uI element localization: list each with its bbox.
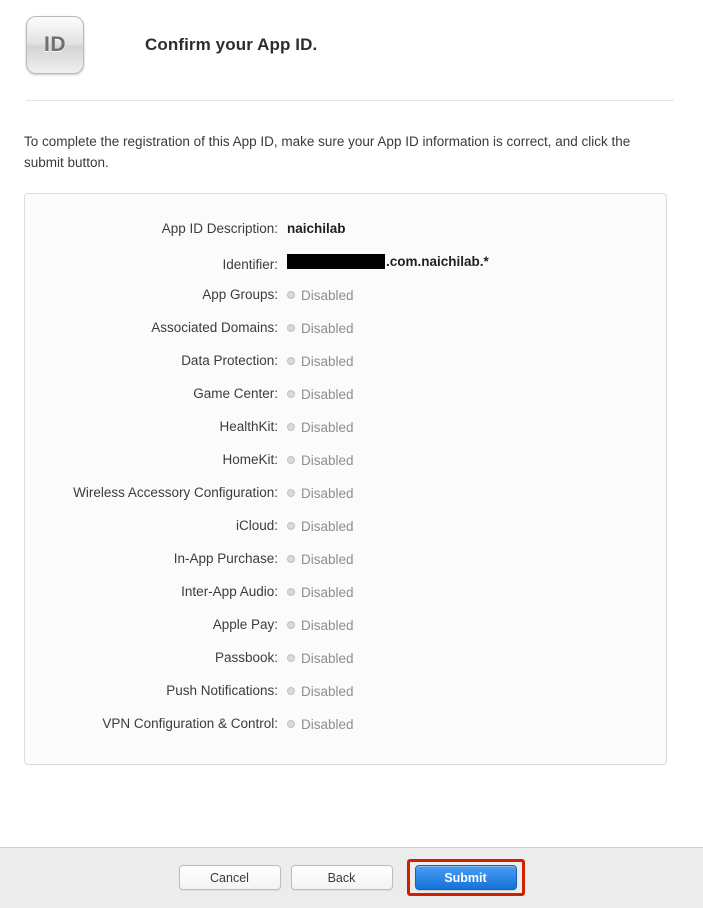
summary-row-label: Game Center: — [193, 386, 278, 401]
status-dot-icon — [287, 324, 295, 332]
submit-button[interactable]: Submit — [415, 865, 517, 890]
status-label: Disabled — [301, 485, 354, 501]
summary-row-value — [287, 453, 354, 468]
status-dot-icon — [287, 357, 295, 365]
summary-row — [25, 386, 666, 419]
status-dot-icon — [287, 720, 295, 728]
status-label: Disabled — [301, 353, 354, 369]
status-label: Disabled — [301, 518, 354, 534]
summary-row — [25, 716, 666, 749]
summary-row — [25, 221, 666, 254]
summary-row-label: App Groups: — [202, 287, 278, 302]
status-dot-icon — [287, 687, 295, 695]
intro-text: To complete the registration of this App ID, make sure your App ID information is correct, and click the submit button. — [24, 134, 631, 170]
status-label: Disabled — [301, 683, 354, 699]
summary-row-value — [287, 321, 354, 336]
footer-bar — [0, 847, 703, 908]
summary-row — [25, 551, 666, 584]
summary-row-label: HomeKit: — [222, 452, 278, 467]
summary-row-value — [287, 486, 354, 501]
summary-row-value — [287, 288, 354, 303]
summary-row-label: Inter-App Audio: — [181, 584, 278, 599]
redacted-prefix — [287, 254, 385, 269]
summary-row — [25, 617, 666, 650]
summary-row — [25, 320, 666, 353]
status-label: Disabled — [301, 551, 354, 567]
summary-row-value — [287, 651, 354, 666]
status-dot-icon — [287, 489, 295, 497]
status-dot-icon — [287, 423, 295, 431]
summary-row-value — [287, 354, 354, 369]
summary-row-value — [287, 618, 354, 633]
summary-row-value — [287, 552, 354, 567]
app-id-summary-panel — [24, 193, 667, 765]
summary-row-label: In-App Purchase: — [173, 551, 278, 566]
summary-row — [25, 287, 666, 320]
summary-row — [25, 254, 666, 287]
identifier-suffix: .com.naichilab.* — [386, 254, 489, 269]
status-dot-icon — [287, 390, 295, 398]
summary-row-label: iCloud: — [235, 518, 278, 533]
summary-row-label: Associated Domains: — [151, 320, 278, 335]
status-label: Disabled — [301, 452, 354, 468]
status-label: Disabled — [301, 584, 354, 600]
cancel-button[interactable]: Cancel — [179, 865, 281, 890]
app-id-icon: ID — [26, 16, 84, 74]
summary-row — [25, 518, 666, 551]
summary-row — [25, 650, 666, 683]
status-dot-icon — [287, 588, 295, 596]
status-dot-icon — [287, 555, 295, 563]
page-title: Confirm your App ID. — [145, 35, 318, 54]
summary-row-value — [287, 684, 354, 699]
header-divider — [26, 100, 674, 101]
status-label: Disabled — [301, 617, 354, 633]
summary-row-value — [287, 717, 354, 732]
status-dot-icon — [287, 522, 295, 530]
summary-rows — [25, 194, 666, 749]
summary-row-label: HealthKit: — [219, 419, 278, 434]
footer-buttons — [0, 859, 703, 896]
status-label: Disabled — [301, 419, 354, 435]
summary-row-label: Apple Pay: — [212, 617, 278, 632]
summary-row-value — [287, 254, 489, 269]
summary-row-value — [287, 519, 354, 534]
page-header — [0, 0, 703, 72]
summary-row-label: App ID Description: — [161, 221, 278, 236]
status-dot-icon — [287, 654, 295, 662]
summary-row — [25, 584, 666, 617]
summary-row — [25, 452, 666, 485]
summary-row-label: Identifier: — [222, 257, 278, 272]
back-button[interactable]: Back — [291, 865, 393, 890]
submit-button-highlight — [407, 859, 525, 896]
status-label: Disabled — [301, 320, 354, 336]
status-dot-icon — [287, 621, 295, 629]
status-dot-icon — [287, 456, 295, 464]
summary-row — [25, 683, 666, 716]
status-label: Disabled — [301, 287, 354, 303]
summary-row-label: Wireless Accessory Configuration: — [73, 485, 278, 500]
summary-row — [25, 485, 666, 518]
summary-row — [25, 353, 666, 386]
summary-row — [25, 419, 666, 452]
summary-row-value — [287, 387, 354, 402]
summary-row-value — [287, 585, 354, 600]
status-dot-icon — [287, 291, 295, 299]
status-label: Disabled — [301, 716, 354, 732]
summary-row-label: VPN Configuration & Control: — [102, 716, 278, 731]
summary-row-value: naichilab — [287, 221, 346, 236]
summary-row-value — [287, 420, 354, 435]
summary-row-label: Data Protection: — [181, 353, 278, 368]
status-label: Disabled — [301, 386, 354, 402]
summary-row-label: Push Notifications: — [166, 683, 278, 698]
status-label: Disabled — [301, 650, 354, 666]
summary-row-label: Passbook: — [214, 650, 278, 665]
